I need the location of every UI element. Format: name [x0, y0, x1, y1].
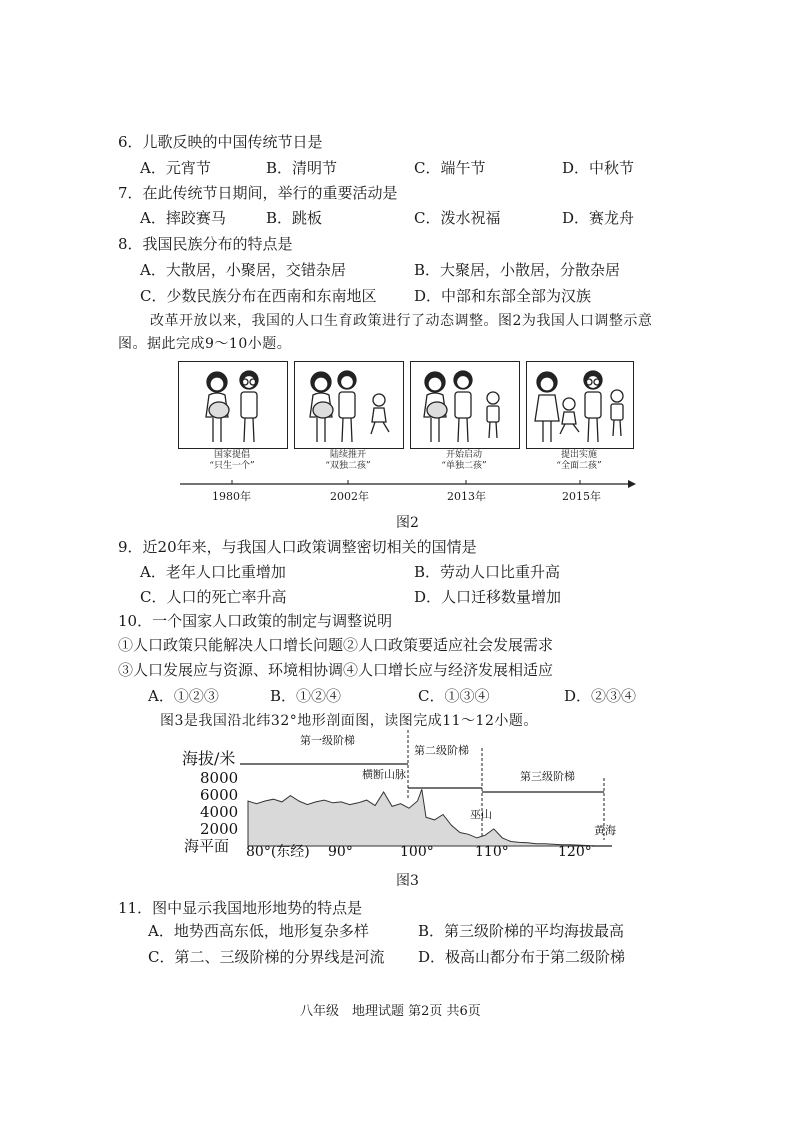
policy-panel-2002 [294, 361, 404, 449]
q9-option-b: B．劳动人口比重升高 [414, 563, 561, 581]
policy-label-1980-line2: “只生一个” [209, 461, 255, 471]
q9-option-a: A．老年人口比重增加 [140, 563, 286, 581]
q6-option-d: D．中秋节 [562, 159, 635, 177]
timeline-year-2015: 2015年 [562, 490, 601, 503]
q8-option-b: B．大聚居，小散居，分散杂居 [414, 261, 621, 279]
x-tick-120: 120° [558, 844, 592, 860]
q7-stem: 7．在此传统节日期间，举行的重要活动是 [118, 184, 398, 202]
q10-statement-1: ①人口政策只能解决人口增长问题②人口政策要适应社会发展需求 [118, 636, 554, 654]
policy-label-2002 [314, 450, 382, 472]
terrain-profile-area [248, 789, 604, 846]
policy-label-2015 [545, 450, 613, 472]
q8-stem: 8．我国民族分布的特点是 [118, 235, 293, 253]
policy-panel-2015 [526, 361, 634, 449]
policy-label-2002-line2: “双独二孩” [325, 461, 371, 471]
step3-label: 第三级阶梯 [520, 770, 575, 783]
q10-stem: 10．一个国家人口政策的制定与调整说明 [118, 612, 393, 630]
policy-label-2015-line2: “全面二孩” [556, 461, 602, 471]
family-one-child-illustration [179, 362, 287, 448]
figure-2-caption: 图2 [396, 515, 419, 531]
wushan-label: 巫山 [470, 808, 492, 821]
page-footer: 八年级 地理试题 第2页 共6页 [300, 1004, 481, 1019]
q7-option-c: C．泼水祝福 [414, 209, 501, 227]
q7-option-a: A．摔跤赛马 [140, 209, 226, 227]
q10-option-a: A．①②③ [148, 687, 219, 705]
timeline-year-1980: 1980年 [212, 490, 251, 503]
q10-option-c: C．①③④ [418, 687, 490, 705]
q7-option-d: D．赛龙舟 [562, 209, 635, 227]
family-single-two-child-illustration [411, 362, 519, 448]
policy-label-2013-line2: “单独二孩” [441, 461, 487, 471]
intro-9-10-line2: 图。据此完成9～10小题。 [118, 336, 292, 352]
q7-option-b: B．跳板 [266, 209, 323, 227]
q11-stem: 11．图中显示我国地形地势的特点是 [118, 899, 363, 917]
intro-11-12: 图3是我国沿北纬32°地形剖面图，读图完成11～12小题。 [160, 713, 538, 729]
x-tick-100: 100° [400, 844, 434, 860]
huanghai-label: 黄海 [594, 824, 616, 837]
q9-option-d: D．人口迁移数量增加 [414, 588, 562, 606]
q8-option-d: D．中部和东部全部为汉族 [414, 287, 592, 305]
timeline-year-2013: 2013年 [447, 490, 486, 503]
y-axis-label: 海拔/米 [182, 749, 236, 768]
q9-option-c: C．人口的死亡率升高 [140, 588, 287, 606]
q8-option-a: A．大散居，小聚居，交错杂居 [140, 261, 346, 279]
q6-option-c: C．端午节 [414, 159, 486, 177]
hengduan-mountains-label: 横断山脉 [362, 768, 406, 781]
policy-label-1980 [198, 450, 266, 472]
x-tick-90: 90° [328, 844, 353, 860]
family-two-children-illustration [527, 362, 633, 448]
q11-option-a: A．地势西高东低，地形复杂多样 [148, 922, 369, 940]
figure-3-caption: 图3 [396, 873, 419, 889]
step2-label: 第二级阶梯 [414, 744, 469, 757]
family-two-child-illustration [295, 362, 403, 448]
x-tick-110: 110° [475, 844, 509, 860]
q6-option-b: B．清明节 [266, 159, 338, 177]
policy-label-2002-line1: 陆续推开 [329, 450, 366, 460]
q8-option-c: C．少数民族分布在西南和东南地区 [140, 287, 377, 305]
policy-label-2015-line1: 提出实施 [560, 450, 597, 460]
y-tick-8000: 8000 [200, 769, 239, 787]
q11-option-b: B．第三级阶梯的平均海拔最高 [418, 922, 625, 940]
y-tick-2000: 2000 [200, 820, 239, 838]
q10-option-b: B．①②④ [270, 687, 342, 705]
terrain-profile-chart [180, 728, 630, 864]
policy-panel-2013 [410, 361, 520, 449]
x-tick-80: 80°(东经) [246, 844, 310, 860]
policy-panel-1980 [178, 361, 288, 449]
y-tick-6000: 6000 [200, 786, 239, 804]
sea-level-label: 海平面 [184, 837, 230, 855]
q11-option-c: C．第二、三级阶梯的分界线是河流 [148, 948, 385, 966]
q6-option-a: A．元宵节 [140, 159, 211, 177]
intro-9-10-line1: 改革开放以来，我国的人口生育政策进行了动态调整。图2为我国人口调整示意 [150, 313, 653, 329]
timeline-year-2002: 2002年 [330, 490, 369, 503]
y-tick-4000: 4000 [200, 803, 239, 821]
q11-option-d: D．极高山都分布于第二级阶梯 [418, 948, 626, 966]
policy-label-2013-line1: 开始启动 [445, 450, 482, 460]
q9-stem: 9．近20年来，与我国人口政策调整密切相关的国情是 [118, 538, 477, 556]
step1-label: 第一级阶梯 [300, 734, 355, 747]
policy-label-1980-line1: 国家提倡 [213, 450, 250, 460]
q10-option-d: D．②③④ [564, 687, 637, 705]
q6-stem: 6．儿歌反映的中国传统节日是 [118, 133, 323, 151]
policy-label-2013 [430, 450, 498, 472]
q10-statement-2: ③人口发展应与资源、环境相协调④人口增长应与经济发展相适应 [118, 661, 554, 679]
